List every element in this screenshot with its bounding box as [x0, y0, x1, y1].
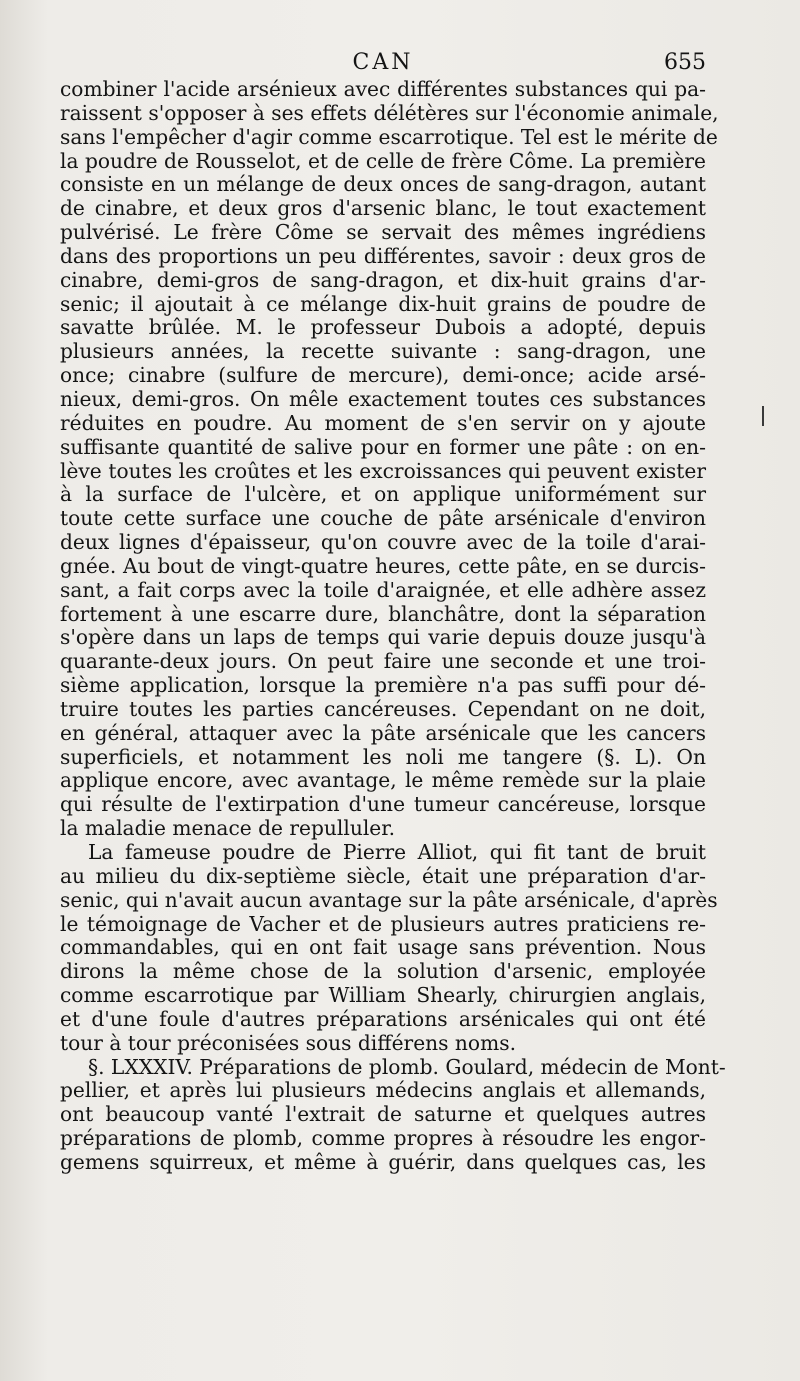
text-line: truire toutes les parties cancéreuses. Cependant on ne doit, — [60, 696, 706, 721]
text-line: nieux, demi-gros. On mêle exactement toutes ces substances — [60, 386, 706, 411]
text-line: dirons la même chose de la solution d'arsenic, employée — [60, 959, 706, 984]
text-line: suffisante quantité de salive pour en former une pâte : on en- — [60, 434, 706, 459]
text-line: qui résulte de l'extirpation d'une tumeur cancéreuse, lorsque — [60, 792, 706, 817]
text-line: en général, attaquer avec la pâte arsénicale que les cancers — [60, 720, 706, 745]
text-line: §. LXXXIV. Préparations de plomb. Goulard, médecin de Mont- — [88, 1054, 726, 1079]
margin-mark — [762, 406, 764, 426]
page-number: 655 — [664, 50, 706, 75]
text-line: de cinabre, et deux gros d'arsenic blanc, le tout exactement — [60, 196, 706, 221]
text-line: tour à tour préconisées sous différens noms. — [60, 1030, 517, 1055]
text-line: s'opère dans un laps de temps qui varie depuis douze jusqu'à — [60, 625, 706, 650]
text-line: plusieurs années, la recette suivante : sang-dragon, une — [60, 339, 706, 364]
text-line: superficiels, et notamment les noli me tangere (§. L). On — [60, 744, 706, 769]
text-line: savatte brûlée. M. le professeur Dubois a adopté, depuis — [60, 315, 706, 340]
text-line: raissent s'opposer à ses effets délétères sur l'économie animale, — [60, 100, 719, 125]
text-line: gemens squirreux, et même à guérir, dans quelques cas, les — [60, 1149, 706, 1174]
text-line: applique encore, avec avantage, le même remède sur la plaie — [60, 768, 706, 793]
text-line: quarante-deux jours. On peut faire une seconde et une troi- — [60, 649, 706, 674]
text-line: fortement à une escarre dure, blanchâtre, dont la séparation — [60, 601, 706, 626]
text-line: pulvérisé. Le frère Côme se servait des mêmes ingrédiens — [60, 220, 706, 245]
page-header — [60, 48, 706, 78]
text-line: combiner l'acide arsénieux avec différentes substances qui pa- — [60, 77, 706, 101]
text-line: consiste en un mélange de deux onces de sang-dragon, autant — [60, 172, 706, 197]
text-line: cinabre, demi-gros de sang-dragon, et dix-huit grains d'ar- — [60, 267, 706, 292]
text-line: lève toutes les croûtes et les excroissances qui peuvent exister — [60, 458, 706, 483]
text-line: gnée. Au bout de vingt-quatre heures, cette pâte, en se durcis- — [60, 553, 706, 578]
text-line: la maladie menace de repulluler. — [60, 816, 396, 841]
text-line: à la surface de l'ulcère, et on applique uniformément sur — [60, 482, 706, 507]
text-line: préparations de plomb, comme propres à résoudre les engor- — [60, 1126, 706, 1151]
text-line: commandables, qui en ont fait usage sans prévention. Nous — [60, 935, 706, 960]
text-line: deux lignes d'épaisseur, qu'on couvre avec de la toile d'arai- — [60, 530, 706, 555]
text-line: toute cette surface une couche de pâte arsénicale d'environ — [60, 506, 706, 531]
text-line: ont beaucoup vanté l'extrait de saturne et quelques autres — [60, 1102, 706, 1127]
text-line: au milieu du dix-septième siècle, était une préparation d'ar- — [60, 863, 706, 888]
text-line: comme escarrotique par William Shearly, chirurgien anglais, — [60, 983, 706, 1008]
body-text — [60, 77, 726, 1175]
text-line: réduites en poudre. Au moment de s'en servir on y ajoute — [60, 410, 706, 435]
text-line: la poudre de Rousselot, et de celle de frère Côme. La première — [60, 148, 706, 173]
text-line: sième application, lorsque la première n'a pas suffi pour dé- — [60, 673, 706, 698]
text-line: once; cinabre (sulfure de mercure), demi-once; acide arsé- — [60, 363, 706, 388]
text-line: le témoignage de Vacher et de plusieurs autres praticiens re- — [60, 911, 706, 936]
text-line: et d'une foule d'autres préparations arsénicales qui ont été — [60, 1006, 706, 1031]
text-line: dans des proportions un peu différentes, savoir : deux gros de — [60, 243, 706, 268]
text-line: sant, a fait corps avec la toile d'araignée, et elle adhère assez — [60, 577, 706, 602]
text-line: sans l'empêcher d'agir comme escarrotique. Tel est le mérite de — [60, 124, 718, 149]
text-line: senic; il ajoutait à ce mélange dix-huit grains de poudre de — [60, 291, 706, 316]
text-line: La fameuse poudre de Pierre Alliot, qui fit tant de bruit — [88, 840, 706, 864]
text-line: pellier, et après lui plusieurs médecins anglais et allemands, — [60, 1078, 706, 1103]
text-line: senic, qui n'avait aucun avantage sur la pâte arsénicale, d'après — [60, 887, 718, 912]
running-head: CAN — [352, 50, 414, 75]
